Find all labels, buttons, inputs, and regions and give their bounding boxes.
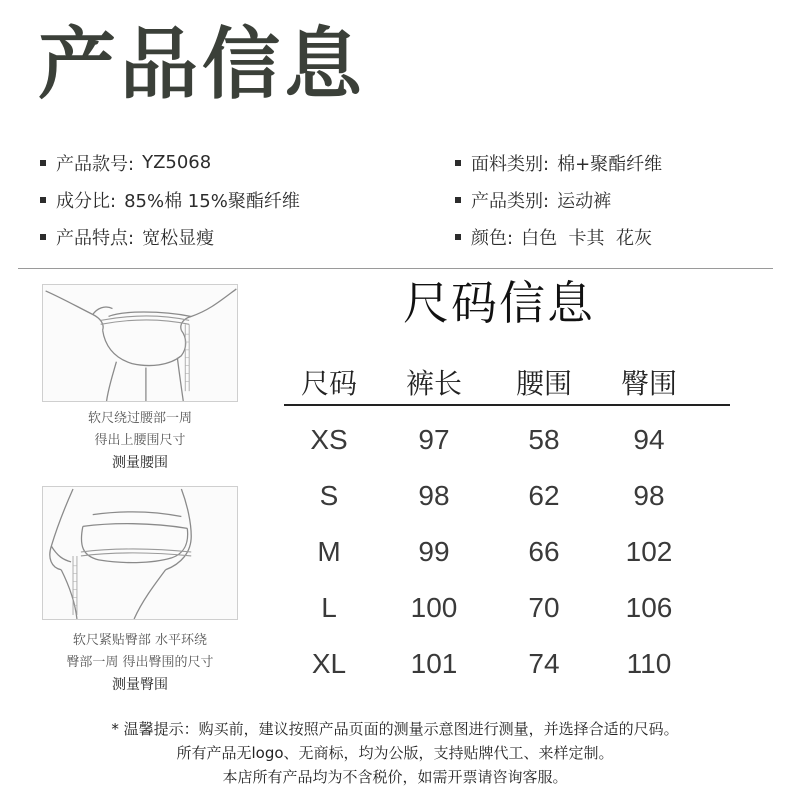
cell-length: 99 [418, 536, 450, 567]
bullet-icon [455, 160, 461, 166]
hip-caption-line2: 臀部一周 得出臀围的尺寸 [66, 655, 214, 670]
info-label: 成分比: [56, 190, 117, 212]
info-label: 产品特点: [56, 227, 135, 249]
hip-caption-label: 测量臀围 [112, 677, 168, 693]
bullet-icon [40, 160, 46, 166]
size-table [284, 362, 730, 692]
footer-line2: 所有产品无logo、无商标，均为公版，支持贴牌代工、来样定制。 [176, 744, 614, 762]
footer-notice [0, 717, 790, 789]
info-item-category [455, 181, 662, 218]
product-info-left [40, 144, 300, 255]
bullet-icon [40, 197, 46, 203]
size-info-title: 尺码信息 [403, 276, 595, 330]
waist-measurement-illustration [42, 284, 238, 402]
cell-length: 100 [410, 592, 458, 623]
info-item-style-number [40, 144, 300, 181]
cell-waist: 66 [528, 536, 560, 567]
cell-size: XL [311, 648, 347, 679]
waist-figure-icon [43, 285, 237, 401]
header-hip: 臀围 [620, 367, 677, 400]
cell-length: 101 [410, 648, 458, 679]
cell-size: XS [310, 424, 348, 455]
page-title: 产品信息 [38, 20, 367, 110]
info-value: 宽松显瘦 [142, 227, 215, 249]
info-label: 面料类别: [471, 153, 550, 175]
cell-hip: 106 [625, 592, 673, 623]
hip-caption [42, 630, 238, 696]
cell-size: L [321, 592, 337, 623]
header-size: 尺码 [300, 367, 357, 400]
info-label: 颜色: [471, 227, 514, 249]
info-value: 85%棉 15%聚酯纤维 [124, 190, 300, 212]
bullet-icon [455, 197, 461, 203]
cell-hip: 110 [626, 648, 672, 679]
header-length: 裤长 [405, 367, 462, 400]
table-row [284, 580, 730, 636]
info-value: 棉+聚酯纤维 [557, 153, 663, 175]
table-row [284, 636, 730, 692]
hip-caption-line1: 软尺紧贴臀部 水平环绕 [72, 633, 208, 648]
table-row [284, 412, 730, 468]
product-info-right [455, 144, 662, 255]
size-table-header [284, 362, 730, 406]
waist-caption-label: 测量腰围 [112, 455, 168, 471]
footer-line3: 本店所有产品均为不含税价，如需开票请咨询客服。 [222, 768, 568, 786]
cell-waist: 74 [528, 648, 560, 679]
waist-caption [42, 408, 238, 474]
info-label: 产品款号: [56, 153, 135, 175]
cell-hip: 102 [625, 536, 673, 567]
info-item-fabric [455, 144, 662, 181]
info-item-colors [455, 218, 662, 255]
section-divider [18, 268, 773, 269]
bullet-icon [455, 234, 461, 240]
header-waist: 腰围 [515, 367, 572, 400]
info-item-features [40, 218, 300, 255]
table-row [284, 468, 730, 524]
hip-figure-icon [43, 487, 237, 619]
cell-hip: 98 [633, 480, 665, 511]
size-table-body [284, 406, 730, 692]
info-value: 运动裤 [557, 190, 612, 212]
info-value: YZ5068 [142, 152, 212, 173]
info-label: 产品类别: [471, 190, 550, 212]
cell-size: M [317, 536, 341, 567]
table-row [284, 524, 730, 580]
info-value: 白色 卡其 花灰 [521, 227, 652, 249]
cell-hip: 94 [633, 424, 665, 455]
cell-waist: 70 [528, 592, 560, 623]
waist-caption-line2: 得出上腰围尺寸 [94, 433, 186, 448]
info-item-composition [40, 181, 300, 218]
cell-waist: 62 [528, 480, 560, 511]
hip-measurement-illustration [42, 486, 238, 620]
cell-waist: 58 [528, 424, 560, 455]
bullet-icon [40, 234, 46, 240]
waist-caption-line1: 软尺绕过腰部一周 [87, 411, 192, 426]
cell-length: 98 [418, 480, 450, 511]
cell-length: 97 [418, 424, 450, 455]
cell-size: S [319, 480, 339, 511]
footer-line1: * 温馨提示：购买前，建议按照产品页面的测量示意图进行测量，并选择合适的尺码。 [111, 720, 679, 738]
